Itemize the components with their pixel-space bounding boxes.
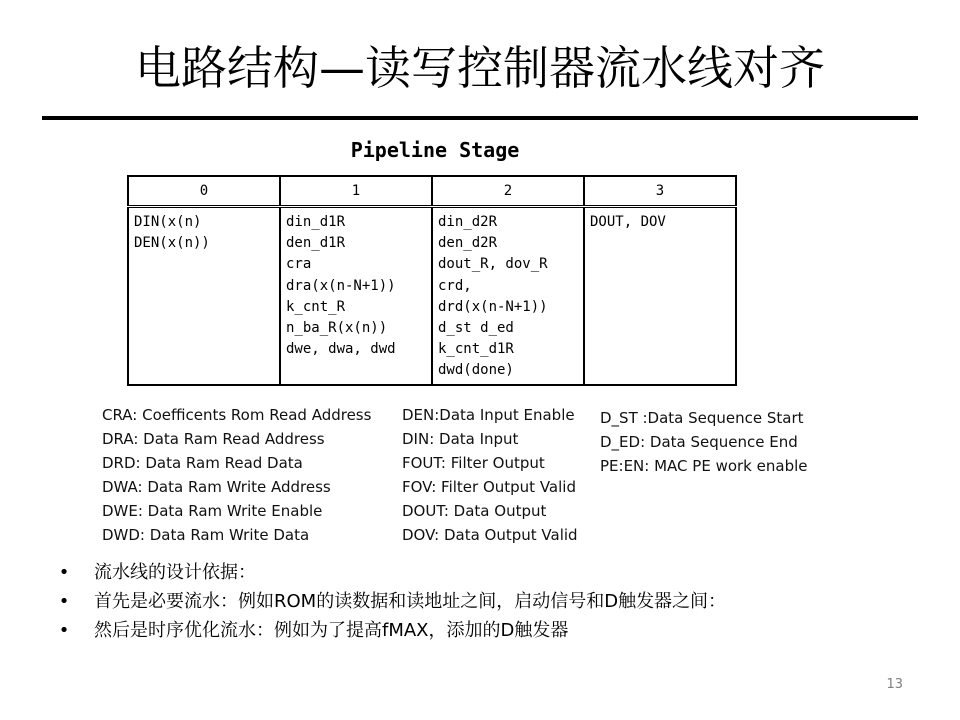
abbreviation-item: FOV: Filter Output Valid <box>402 478 576 496</box>
signal-line: dwd(done) <box>438 362 514 379</box>
bullet-item <box>58 558 726 587</box>
abbreviation-item: DRA: Data Ram Read Address <box>102 430 325 448</box>
signal-line: DIN(x(n) <box>134 214 202 230</box>
signal-line: dra(x(n-N+1)) <box>286 277 396 294</box>
bullet-text: 然后是时序优化流水：例如为了提高fMAX，添加的D触发器 <box>94 620 569 641</box>
signal-line: din_d2R <box>438 214 498 230</box>
pipeline-stage-table <box>127 175 737 386</box>
stage-signal-row <box>128 207 736 386</box>
bullet-marker: • <box>58 562 70 583</box>
stage-3-signals <box>584 207 736 386</box>
signal-line: cra <box>286 256 312 273</box>
signal-line: d_st d_ed <box>438 320 514 337</box>
abbreviation-item: D_ED: Data Sequence End <box>600 433 798 451</box>
bullet-marker: • <box>58 591 70 612</box>
stage-1-signals <box>280 207 432 386</box>
signal-line: dwe, dwa, dwd <box>286 341 396 358</box>
bullet-marker: • <box>58 620 70 641</box>
abbreviation-item: DWD: Data Ram Write Data <box>102 526 310 544</box>
abbreviation-item: DEN:Data Input Enable <box>402 406 575 424</box>
bullet-item <box>58 616 726 645</box>
abbreviation-item: DWA: Data Ram Write Address <box>102 478 331 496</box>
abbreviation-item: D_ST :Data Sequence Start <box>600 409 804 427</box>
signal-line: den_d2R <box>438 235 498 252</box>
table-caption: Pipeline Stage <box>350 138 520 162</box>
abbreviation-list-2 <box>402 403 578 547</box>
abbreviation-item: FOUT: Filter Output <box>402 454 545 472</box>
signal-line: crd, <box>438 277 472 294</box>
signal-line: k_cnt_d1R <box>438 341 514 358</box>
signal-line: dout_R, dov_R <box>438 256 548 273</box>
abbreviation-item: DIN: Data Input <box>402 430 519 448</box>
signal-line: n_ba_R(x(n)) <box>286 320 388 337</box>
abbreviation-item: DWE: Data Ram Write Enable <box>102 502 323 520</box>
abbreviation-list-3 <box>600 406 807 478</box>
slide-title: 电路结构—读写控制器流水线对齐 <box>135 41 825 95</box>
signal-line: din_d1R <box>286 214 346 230</box>
abbreviation-item: CRA: Coefficents Rom Read Address <box>102 406 372 424</box>
stage-header-row <box>128 176 736 207</box>
bullet-item <box>58 587 726 616</box>
bullet-text: 首先是必要流水：例如ROM的读数据和读地址之间，启动信号和D触发器之间： <box>94 591 727 612</box>
signal-line: k_cnt_R <box>286 298 346 315</box>
stage-0-signals <box>128 207 280 386</box>
stage-header-2: 2 <box>432 176 584 207</box>
stage-header-1: 1 <box>280 176 432 207</box>
stage-2-signals <box>432 207 584 386</box>
signal-line: DEN(x(n)) <box>134 235 210 252</box>
signal-line: den_d1R <box>286 235 346 252</box>
bullet-list <box>58 558 726 645</box>
abbreviation-item: DOV: Data Output Valid <box>402 526 578 544</box>
abbreviation-item: DRD: Data Ram Read Data <box>102 454 303 472</box>
abbreviation-item: DOUT: Data Output <box>402 502 547 520</box>
signal-line: drd(x(n-N+1)) <box>438 298 548 315</box>
signal-line: DOUT, DOV <box>590 214 666 230</box>
stage-header-3: 3 <box>584 176 736 207</box>
abbreviation-item: PE:EN: MAC PE work enable <box>600 457 808 475</box>
title-underline <box>42 116 918 120</box>
stage-header-0: 0 <box>128 176 280 207</box>
page-number: 13 <box>886 677 903 692</box>
abbreviation-list-1 <box>102 403 371 547</box>
bullet-text: 流水线的设计依据： <box>94 562 256 583</box>
